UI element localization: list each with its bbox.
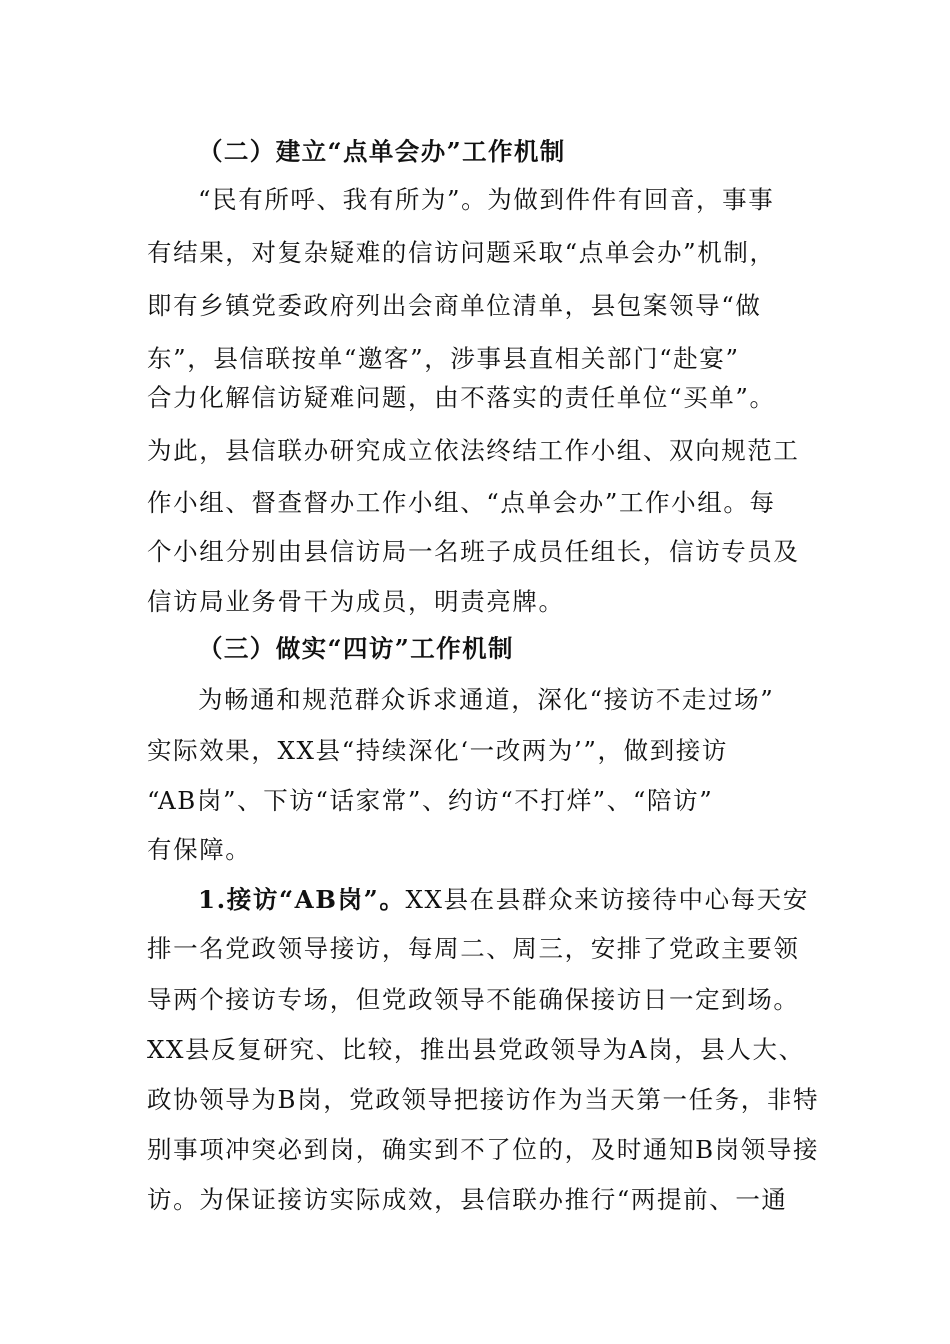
paragraph-line: 东”，县信联按单“邀客”，涉事县直相关部门“赴宴”	[147, 344, 740, 373]
paragraph-line: 别事项冲突必到岗，确实到不了位的，及时通知B岗领导接	[147, 1135, 820, 1164]
paragraph-line: 合力化解信访疑难问题，由不落实的责任单位“买单”。	[147, 383, 776, 412]
paragraph-line: 为此，县信联办研究成立依法终结工作小组、双向规范工	[147, 436, 800, 465]
paragraph-line: 导两个接访专场，但党政领导不能确保接访日一定到场。	[147, 985, 800, 1014]
paragraph-line: 个小组分别由县信访局一名班子成员任组长，信访专员及	[147, 537, 800, 566]
paragraph-line: 作小组、督查督办工作小组、“点单会办”工作小组。每	[147, 488, 776, 517]
item-1-lead: 1.接访“AB岗”。	[198, 885, 406, 914]
section-heading-3: （三）做实“四访”工作机制	[198, 634, 514, 663]
paragraph-line: “民有所呼、我有所为”。为做到件件有回音，事事	[198, 185, 775, 214]
item-1-lead-rest: XX县在县群众来访接待中心每天安	[405, 885, 809, 914]
section-heading-2: （二）建立“点单会办”工作机制	[198, 137, 566, 166]
paragraph-line: 访。为保证接访实际成效，县信联办推行“两提前、一通	[147, 1185, 788, 1214]
paragraph-line: 信访局业务骨干为成员，明责亮牌。	[147, 587, 565, 616]
paragraph-line: 即有乡镇党委政府列出会商单位清单，县包案领导“做	[147, 291, 762, 320]
paragraph-line: 有结果，对复杂疑难的信访问题采取“点单会办”机制，	[147, 238, 776, 267]
paragraph-line: 政协领导为B岗，党政领导把接访作为当天第一任务，非特	[147, 1085, 820, 1114]
paragraph-line: 实际效果，XX县“持续深化‘一改两为’”，做到接访	[147, 736, 729, 765]
paragraph-line: 为畅通和规范群众诉求通道，深化“接访不走过场”	[198, 685, 775, 714]
paragraph-line: XX县反复研究、比较，推出县党政领导为A岗，县人大、	[147, 1035, 805, 1064]
paragraph-line: 有保障。	[147, 835, 252, 864]
item-1-first-line	[198, 885, 809, 915]
paragraph-line: 排一名党政领导接访，每周二、周三，安排了党政主要领	[147, 934, 800, 963]
paragraph-line: “AB岗”、下访“话家常”、约访“不打烊”、“陪访”	[147, 786, 714, 815]
